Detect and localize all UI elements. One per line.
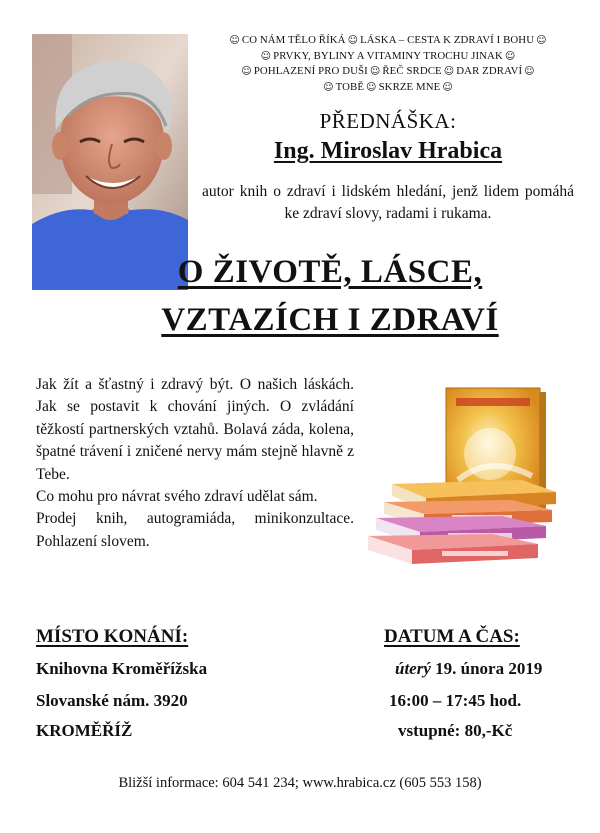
topic-item: LÁSKA – CESTA K ZDRAVÍ I BOHU <box>360 34 535 46</box>
smiley-icon: ☺ <box>229 35 240 46</box>
author-description: autor knih o zdraví i lidském hledání, jenž lidem pomáhá ke zdraví slovy, radami i rukama. <box>202 183 574 222</box>
event-date <box>395 659 542 679</box>
topic-item: POHLAZENÍ PRO DUŠI <box>253 65 368 78</box>
smiley-icon: ☺ <box>260 50 272 62</box>
description-paragraph: Prodej knih, autogramiáda, minikonzultace. Pohlazení slovem. <box>36 510 354 550</box>
venue-heading-text: MÍSTO KONÁNÍ: <box>36 626 189 647</box>
topic-item: ŘEČ SRDCE <box>382 65 442 78</box>
venue-heading <box>36 626 188 648</box>
smiley-icon: ☺ <box>347 35 359 46</box>
datetime-heading <box>384 626 520 648</box>
lecture-label: PŘEDNÁŠKA: <box>319 109 457 133</box>
smiley-icon: ☺ <box>323 81 334 93</box>
lecture-title <box>100 248 560 344</box>
topic-item: SKRZE MNE <box>378 80 441 93</box>
description-paragraph: Jak žít a šťastný i zdravý být. O našich láskách. Jak se postavit k chování jiných. O zvládání těžkostí partnerských vztahů. Bolavá záda, kolena, špatné trávení i zničené nervy mám stejně hlavně z Tebe. <box>36 376 354 483</box>
topic-item: TOBĚ <box>335 80 365 93</box>
smiley-icon: ☺ <box>504 50 516 62</box>
description-paragraph: Co mohu pro návrat svého zdraví udělat sám. <box>36 488 318 506</box>
event-time: 16:00 – 17:45 hod. <box>389 691 522 710</box>
smiley-icon: ☺ <box>524 66 535 78</box>
speaker-name-text: Ing. Miroslav Hrabica <box>273 138 503 164</box>
datetime-heading-text: DATUM A ČAS: <box>384 626 520 647</box>
topic-item: DAR ZDRAVÍ <box>456 65 523 78</box>
smiley-icon: ☺ <box>369 66 381 78</box>
topic-item: PRVKY, BYLINY A VITAMINY TROCHU JINAK <box>273 49 503 62</box>
smiley-icon: ☺ <box>443 66 455 78</box>
venue-name: Knihovna Kroměřížska <box>36 659 208 678</box>
contact-info: Bližší informace: 604 541 234; www.hrabica.cz (605 553 158) <box>118 775 482 791</box>
lecture-description <box>36 374 354 553</box>
event-day: úterý <box>395 659 431 678</box>
topics-list <box>196 33 580 95</box>
title-line-1: O ŽIVOTĚ, LÁSCE, <box>177 254 483 290</box>
smiley-icon: ☺ <box>241 66 252 78</box>
books-image <box>362 384 562 580</box>
venue-address: Slovanské nám. 3920 <box>36 691 188 710</box>
smiley-icon: ☺ <box>536 35 547 46</box>
topic-item: CO NÁM TĚLO ŘÍKÁ <box>241 34 346 46</box>
smiley-icon: ☺ <box>366 81 377 93</box>
venue-city: KROMĚŘÍŽ <box>36 721 133 740</box>
title-line-2: VZTAZÍCH I ZDRAVÍ <box>161 302 499 338</box>
event-date-text: 19. února 2019 <box>435 659 543 678</box>
entry-fee: vstupné: 80,-Kč <box>398 721 513 740</box>
speaker-name <box>196 138 580 165</box>
smiley-icon: ☺ <box>442 81 453 93</box>
